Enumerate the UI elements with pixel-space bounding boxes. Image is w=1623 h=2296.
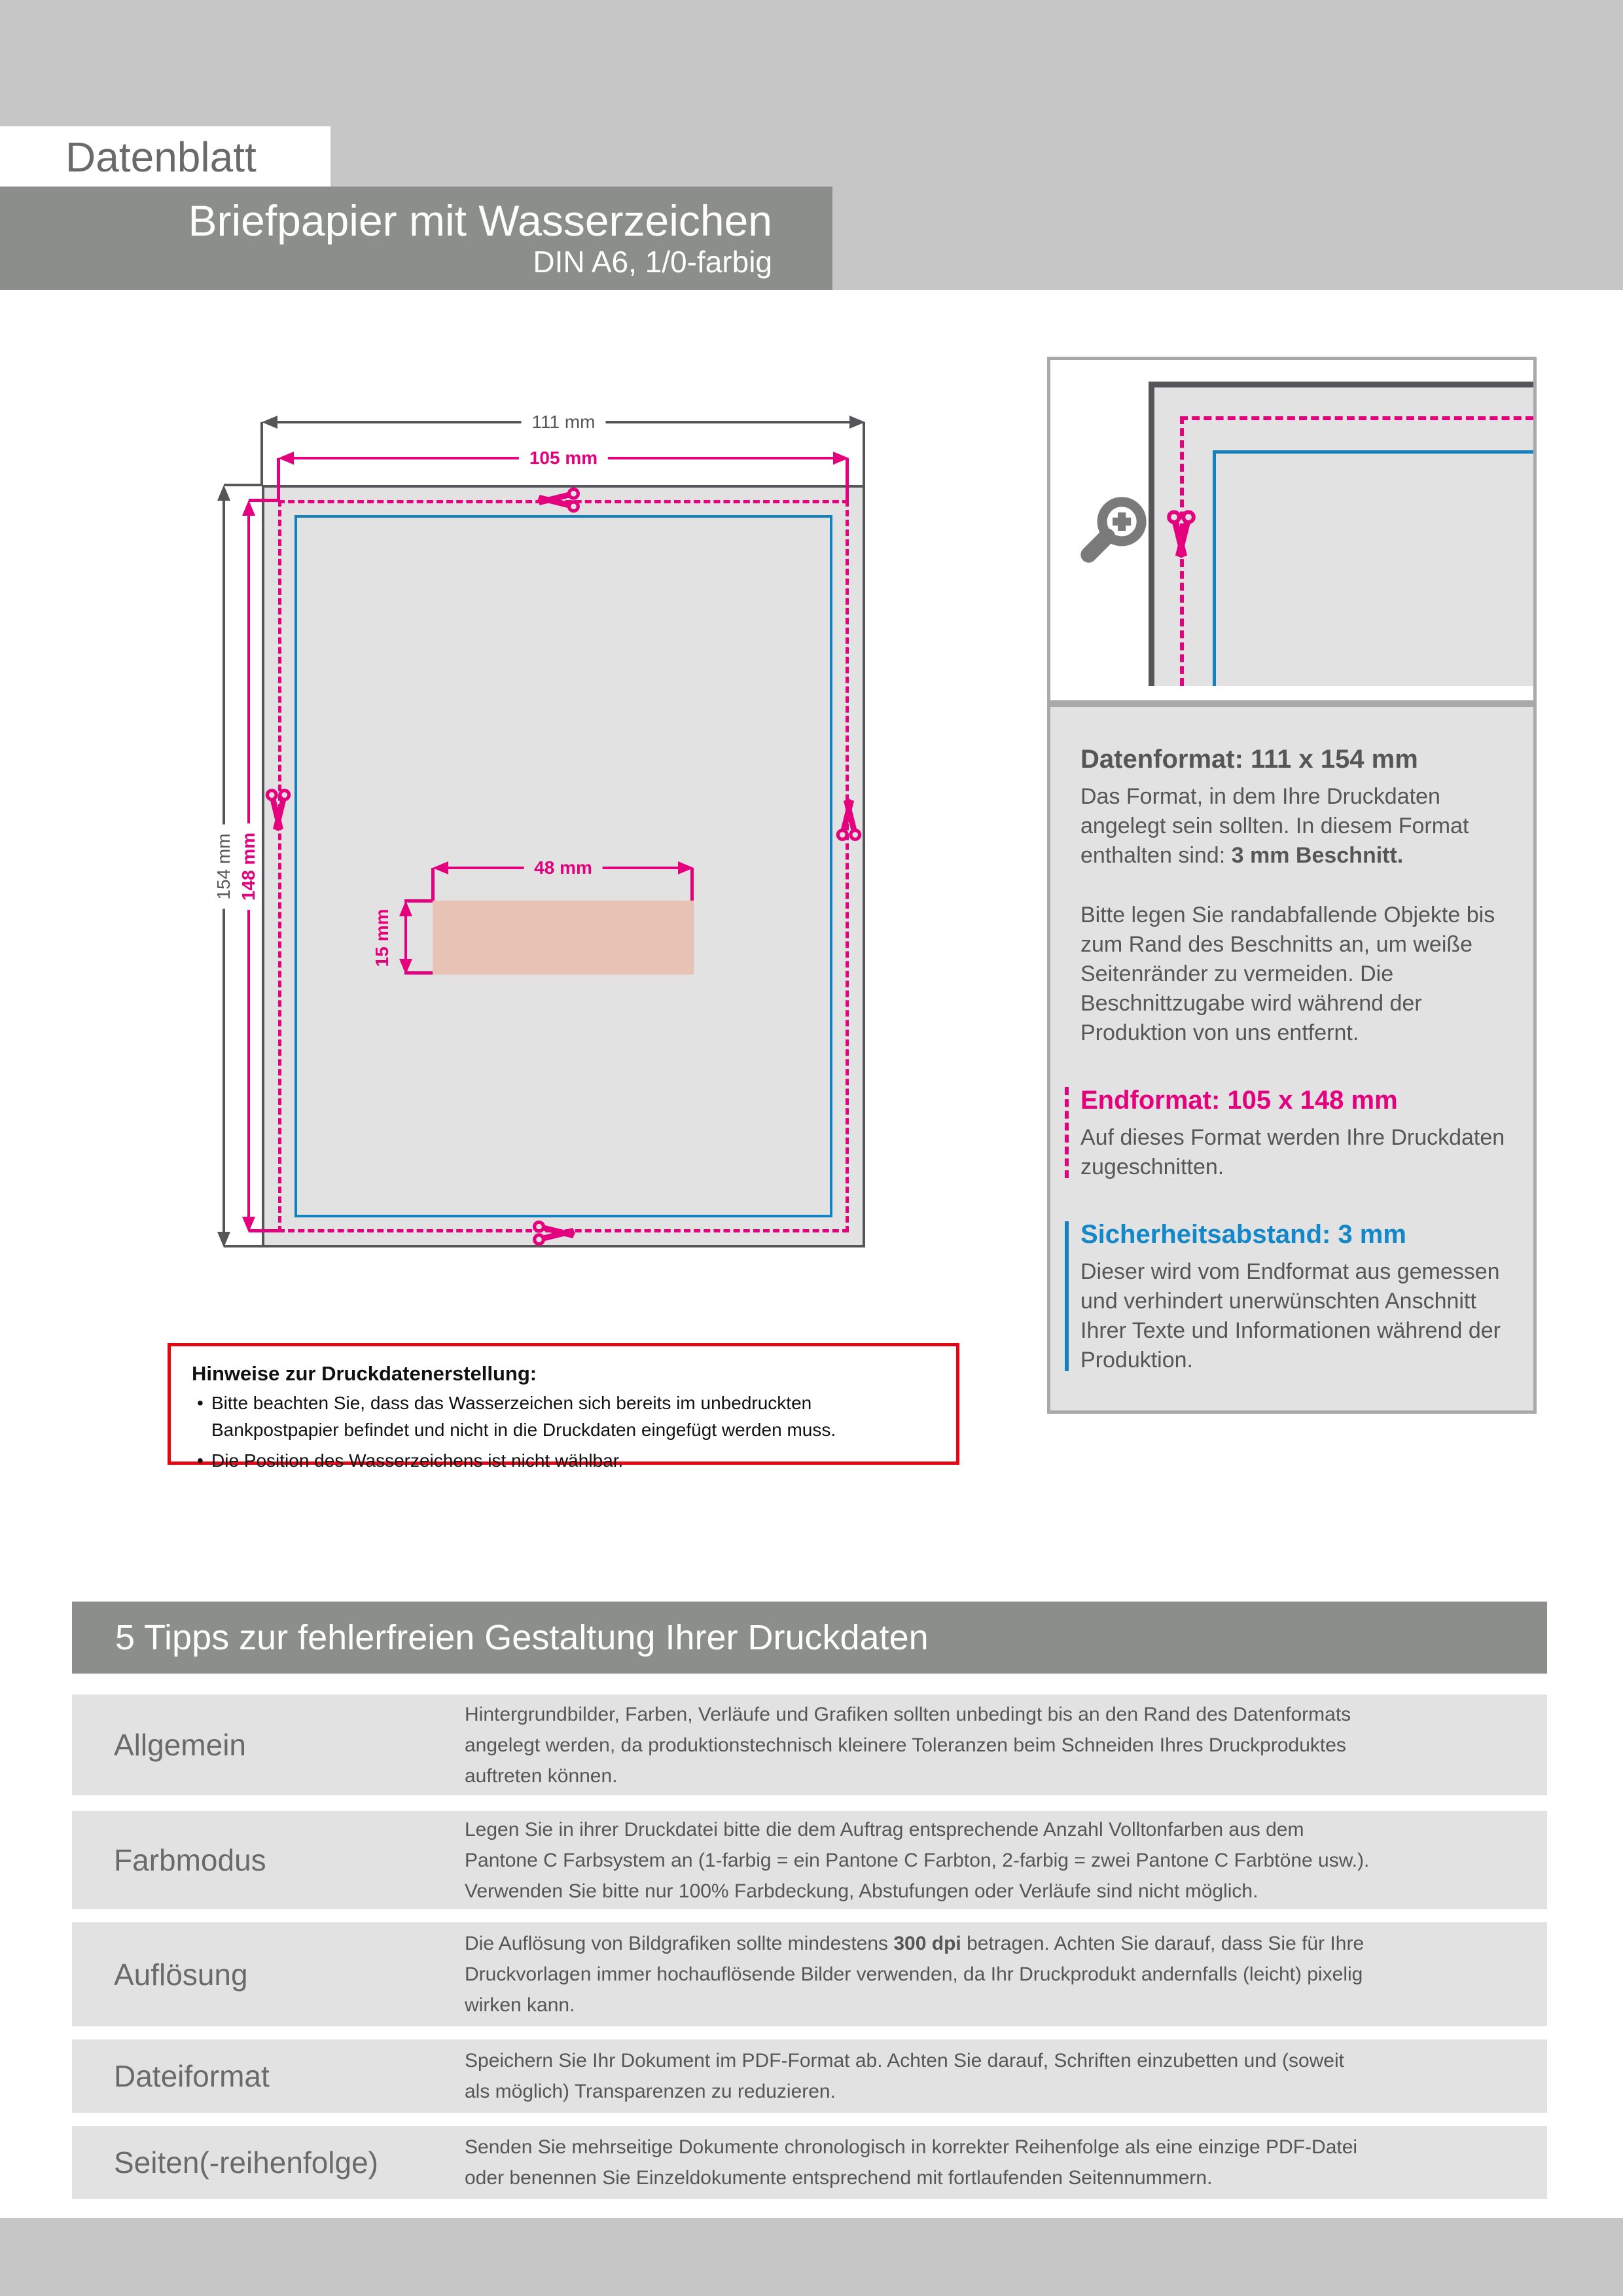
dim-extension-line [249,499,278,502]
datenformat-heading: Datenformat: 111 x 154 mm [1080,745,1418,774]
watermark-area [433,901,694,975]
tip-row-allgemein [72,1695,1547,1795]
endformat-heading: Endformat: 105 x 148 mm [1080,1086,1398,1115]
scissors-icon [1164,509,1198,564]
title-bar [0,187,832,290]
tip-label: Farbmodus [114,1843,266,1877]
hints-box [168,1343,959,1471]
dim-watermark-width [433,857,694,878]
dim-extension-line [249,1229,278,1232]
zoom-endformat-line [1180,416,1533,420]
scissors-icon [532,1218,580,1248]
dim-extension-line [431,868,435,901]
tip-text-bold: 300 dpi [893,1933,961,1954]
format-info-panel [1047,704,1537,1414]
zoom-safety-line [1213,450,1216,686]
tip-text [465,1814,1394,1907]
dim-trim-width [278,448,849,469]
dim-extension-line [277,458,280,500]
endformat-dashed-marker [1065,1087,1069,1178]
datenformat-body-text: Das Format, in dem Ihre Druckdaten angelegt sein sollten. In diesem Format enthalten sind: [1080,784,1469,868]
mid-gray-band [330,126,1623,187]
dim-trim-width-label: 105 mm [519,446,608,470]
tip-text-pre: Hintergrundbilder, Farben, Verläufe und Grafiken sollten unbedingt bis an den Rand des Datenformats angelegt werden, da produktionstechnisch kleinere Toleranzen beim Schneiden Ihres Druckproduktes auftreten können. [465,1703,1351,1787]
top-gray-band [0,0,1623,126]
tip-text-pre: Legen Sie in ihrer Druckdatei bitte die dem Auftrag entsprechende Anzahl Volltonfarben aus dem Pantone C Farbsystem an (1-farbig = ein Pantone C Farbton, 2-farbig = zwei Pantone C Farbtöne usw.). Verwenden Sie bitte nur 100% Farbdeckung, Abstufungen oder Verläufe sind nicht möglich. [465,1818,1370,1902]
dim-height-outer [213,485,234,1247]
tip-text-pre: Die Auflösung von Bildgrafiken sollte mindestens [465,1933,894,1954]
datenformat-body [1080,782,1510,870]
sicherheit-solid-marker [1065,1221,1069,1371]
endformat-block [1080,1086,1510,1182]
dim-extension-line [224,484,262,486]
dim-trim-height [238,500,259,1232]
tip-text-pre: Speichern Sie Ihr Dokument im PDF-Format ab. Achten Sie darauf, Schriften einzubetten und (soweit als möglich) Transparenzen zu reduzieren. [465,2050,1344,2102]
right-gray-band [832,187,1623,290]
dim-height-outer-label: 154 mm [212,824,236,908]
tips-heading: 5 Tipps zur fehlerfreien Gestaltung Ihrer Druckdaten [72,1602,1547,1674]
tip-label: Dateiformat [114,2059,270,2093]
hints-title: Hinweise zur Druckdatenerstellung: [192,1362,537,1385]
scissors-icon [834,793,864,842]
dim-extension-line [863,422,865,485]
dim-extension-line [690,868,694,901]
dim-extension-line [224,1245,262,1247]
tip-row-aufloesung [72,1922,1547,2026]
tips-section [72,1602,1547,2199]
dim-extension-line [260,422,263,485]
bleed-note: Bitte legen Sie randabfallende Objekte bis zum Rand des Beschnitts an, um weiße Seitenränder zu vermeiden. Die Beschnittzugabe wird während der Produktion von uns entfernt. [1080,903,1495,1045]
footer-gray-band [0,2218,1623,2296]
tip-label: Auflösung [114,1957,248,1992]
zoom-sheet-fill [1149,382,1533,686]
page-title: Briefpapier mit Wasserzeichen [188,196,772,245]
doc-type-label: Datenblatt [65,134,257,181]
dim-extension-line [846,458,849,500]
tip-text [465,2045,1394,2107]
tip-text [465,2132,1394,2193]
sicherheitsabstand-body: Dieser wird vom Endformat aus gemessen und verhindert unerwünschten Anschnitt Ihrer Texte und Informationen während der Produktion. [1080,1259,1501,1372]
tip-row-farbmodus [72,1811,1547,1909]
zoom-detail-box [1047,357,1537,704]
tip-label: Seiten(-reihenfolge) [114,2145,379,2179]
datenformat-body-bold: 3 mm Beschnitt. [1231,843,1404,868]
dim-extension-line [404,899,433,903]
endformat-body: Auf dieses Format werden Ihre Druckdaten zugeschnitten. [1080,1125,1505,1179]
magnifier-icon [1074,491,1152,569]
tip-row-seitenreihenfolge [72,2126,1547,2199]
tip-text-post: betragen. Achten Sie darauf, dass Sie für Ihre Druckvorlagen immer hochauflösende Bilder verwenden, da Ihr Druckprodukt andernfalls (leicht) pixelig wirken kann. [465,1933,1364,2016]
dim-extension-line [404,971,433,975]
dim-watermark-height-label: 15 mm [370,899,394,976]
scissors-icon [532,485,580,515]
tip-label: Allgemein [114,1728,246,1762]
tip-text [465,1928,1394,2020]
tip-text-pre: Senden Sie mehrseitige Dokumente chronologisch in korrekter Reihenfolge als eine einzige PDF-Datei oder benennen Sie Einzeldokumente entsprechend mit fortlaufenden Seitennummern. [465,2136,1358,2189]
tip-text [465,1699,1394,1791]
hint-item: • Bitte beachten Sie, dass das Wasserzeichen sich bereits im unbedruckten Bankpostpapier befindet und nicht in die Druckdaten eingefügt werden muss. [192,1390,938,1443]
scissors-icon [263,788,293,836]
page-subtitle: DIN A6, 1/0-farbig [533,245,772,279]
zoom-safety-line [1213,450,1533,454]
zoom-datenformat-edge [1149,382,1533,387]
dim-width-outer [262,412,865,433]
dim-watermark-width-label: 48 mm [524,856,603,880]
sicherheitsabstand-block [1080,1220,1510,1375]
hint-item: • Die Position des Wasserzeichens ist nicht wählbar. [192,1447,938,1474]
tip-row-dateiformat [72,2039,1547,2113]
dim-width-outer-label: 111 mm [522,410,606,434]
dim-watermark-height [372,901,416,975]
sicherheitsabstand-heading: Sicherheitsabstand: 3 mm [1080,1220,1406,1249]
dim-trim-height-label: 148 mm [237,823,260,909]
